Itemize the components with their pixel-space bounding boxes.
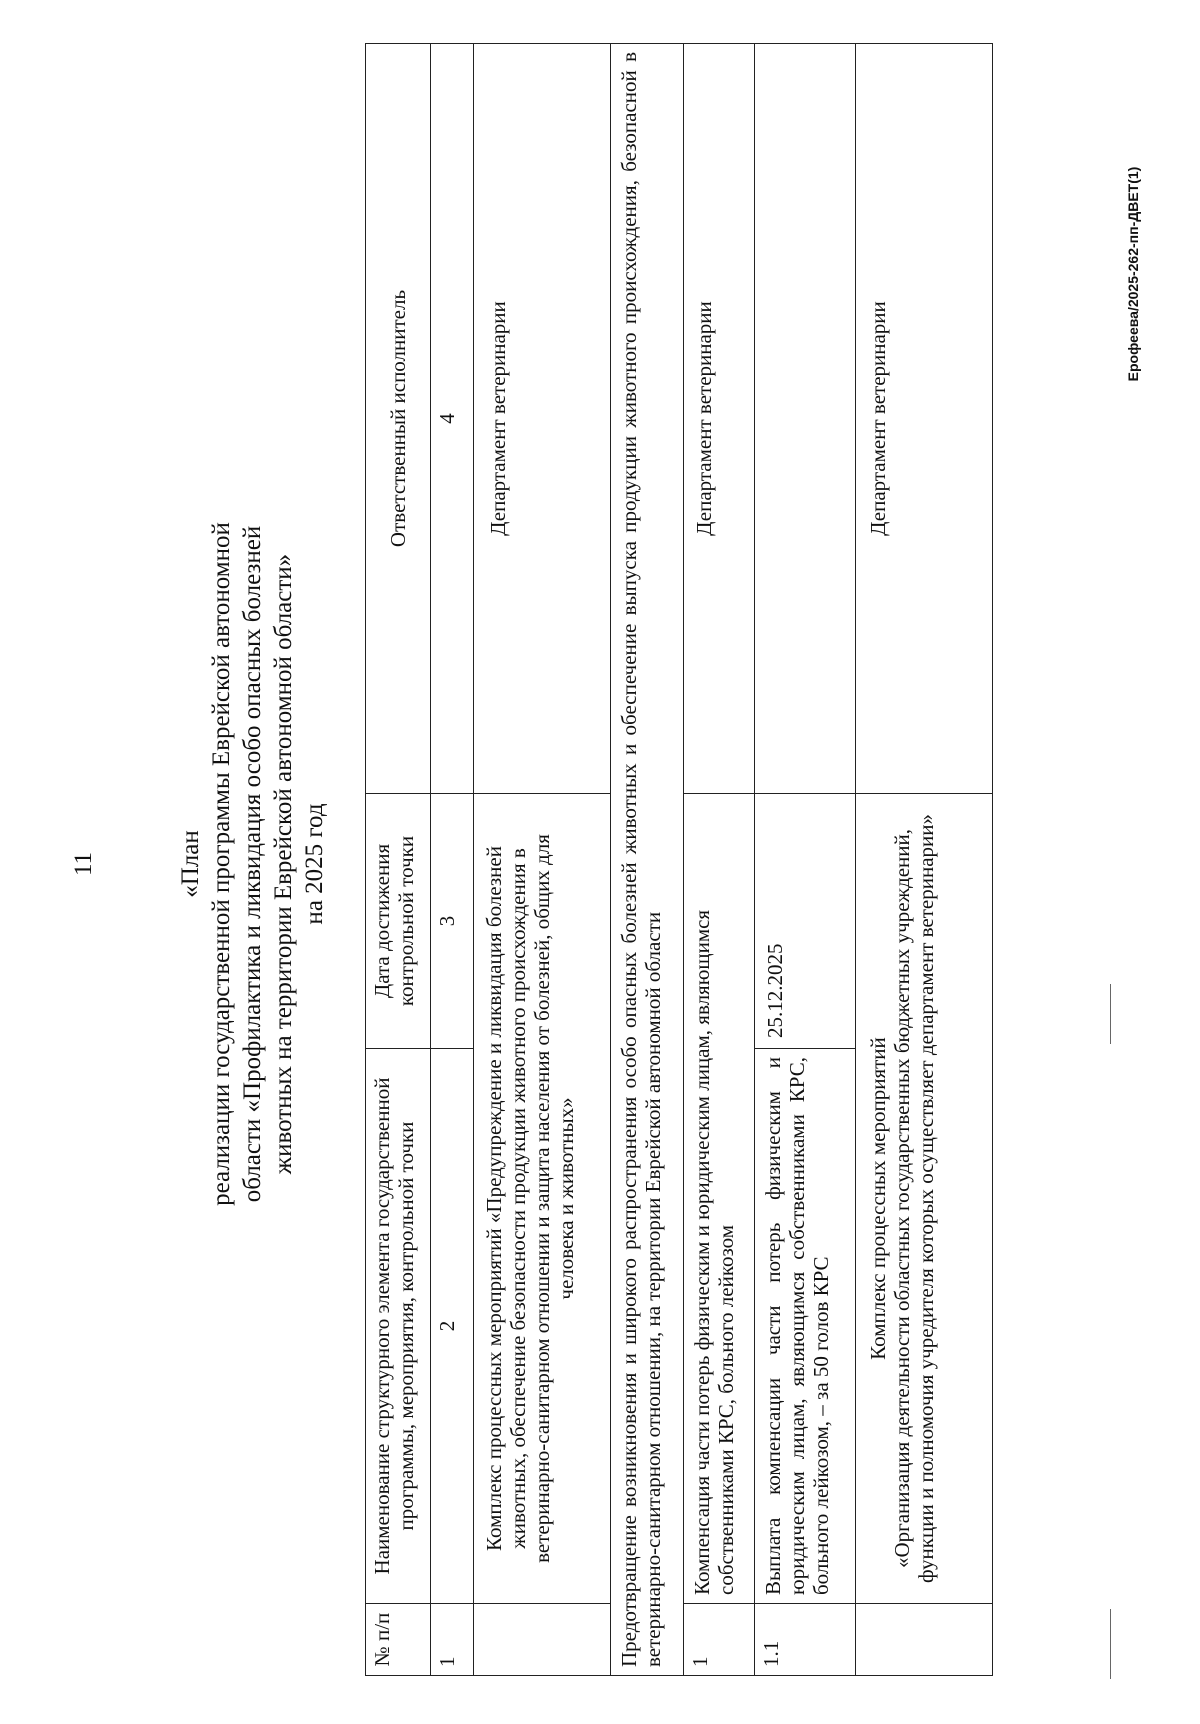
complex1-responsible: Департамент ветеринарии <box>474 44 611 794</box>
complex2-name <box>856 794 993 1604</box>
complex2-name-line-1: Комплекс процессных мероприятий <box>866 1037 890 1360</box>
row-1-1-name: Выплата компенсации части потерь физическим и юридическим лицам, являющимся собственниками КРС, больного лейкозом, – за 50 голов КРС <box>755 1049 856 1604</box>
task-row <box>611 44 684 1676</box>
complex1-name: Комплекс процессных мероприятий «Предупреждение и ликвидация болезней животных, обеспечение безопасности продукции животного происхождения в ветеринарно-санитарном отношении и защита населения от болезней, общих для человека и животных» <box>474 794 611 1604</box>
row-1-1 <box>755 44 856 1676</box>
document-id: Ерофеева/2025-262-пп-ДВЕТ(1) <box>1125 166 1141 382</box>
header-num: № п/п <box>366 1604 431 1676</box>
header-row <box>366 44 431 1676</box>
title-line-4: животных на территории Еврейской автономной области» <box>270 553 297 1175</box>
complex1-row <box>474 44 611 1676</box>
header-date: Дата достижения контрольной точки <box>366 794 431 1049</box>
column-number-4: 4 <box>431 44 474 794</box>
page-number: 11 <box>70 851 97 877</box>
column-number-3: 3 <box>431 794 474 1049</box>
scan-artifact-line <box>1110 1609 1111 1679</box>
row-1-1-num: 1.1 <box>755 1604 856 1676</box>
row-1-1-responsible <box>755 44 856 794</box>
scan-artifact-line <box>1110 984 1111 1044</box>
column-number-1: 1 <box>431 1604 474 1676</box>
complex2-num <box>856 1604 993 1676</box>
column-number-2: 2 <box>431 1049 474 1604</box>
document-title <box>175 204 330 1524</box>
complex2-row <box>856 44 993 1676</box>
title-line-1: «План <box>177 830 204 898</box>
row-1-num: 1 <box>684 1604 755 1676</box>
complex2-name-line-2: «Организация деятельности областных государственных бюджетных учреждений, функции и полномочия учредителя которых осуществляет департамент ветеринарии» <box>890 813 938 1584</box>
complex2-responsible: Департамент ветеринарии <box>856 44 993 794</box>
title-line-3: области «Профилактика и ликвидация особо опасных болезней <box>239 525 266 1203</box>
title-line-2: реализации государственной программы Еврейской автономной <box>208 522 235 1206</box>
row-1-1-date: 25.12.2025 <box>755 794 856 1049</box>
row-1-name: Компенсация части потерь физическим и юридическим лицам, являющимся собственниками КРС, больного лейкозом <box>684 794 755 1604</box>
header-name: Наименование структурного элемента государственной программы, мероприятия, контрольной точки <box>366 1049 431 1604</box>
title-line-5: на 2025 год <box>301 803 328 925</box>
header-responsible: Ответственный исполнитель <box>366 44 431 794</box>
column-number-row <box>431 44 474 1676</box>
row-1-responsible: Департамент ветеринарии <box>684 44 755 794</box>
plan-table <box>365 43 993 1676</box>
task-text: Предотвращение возникновения и широкого распространения особо опасных болезней животных и обеспечение выпуска продукции животного происхождения, безопасной в ветеринарно-санитарном отношении, на территории Еврейской автономной области <box>611 44 684 1676</box>
complex1-num <box>474 1604 611 1676</box>
row-1 <box>684 44 755 1676</box>
